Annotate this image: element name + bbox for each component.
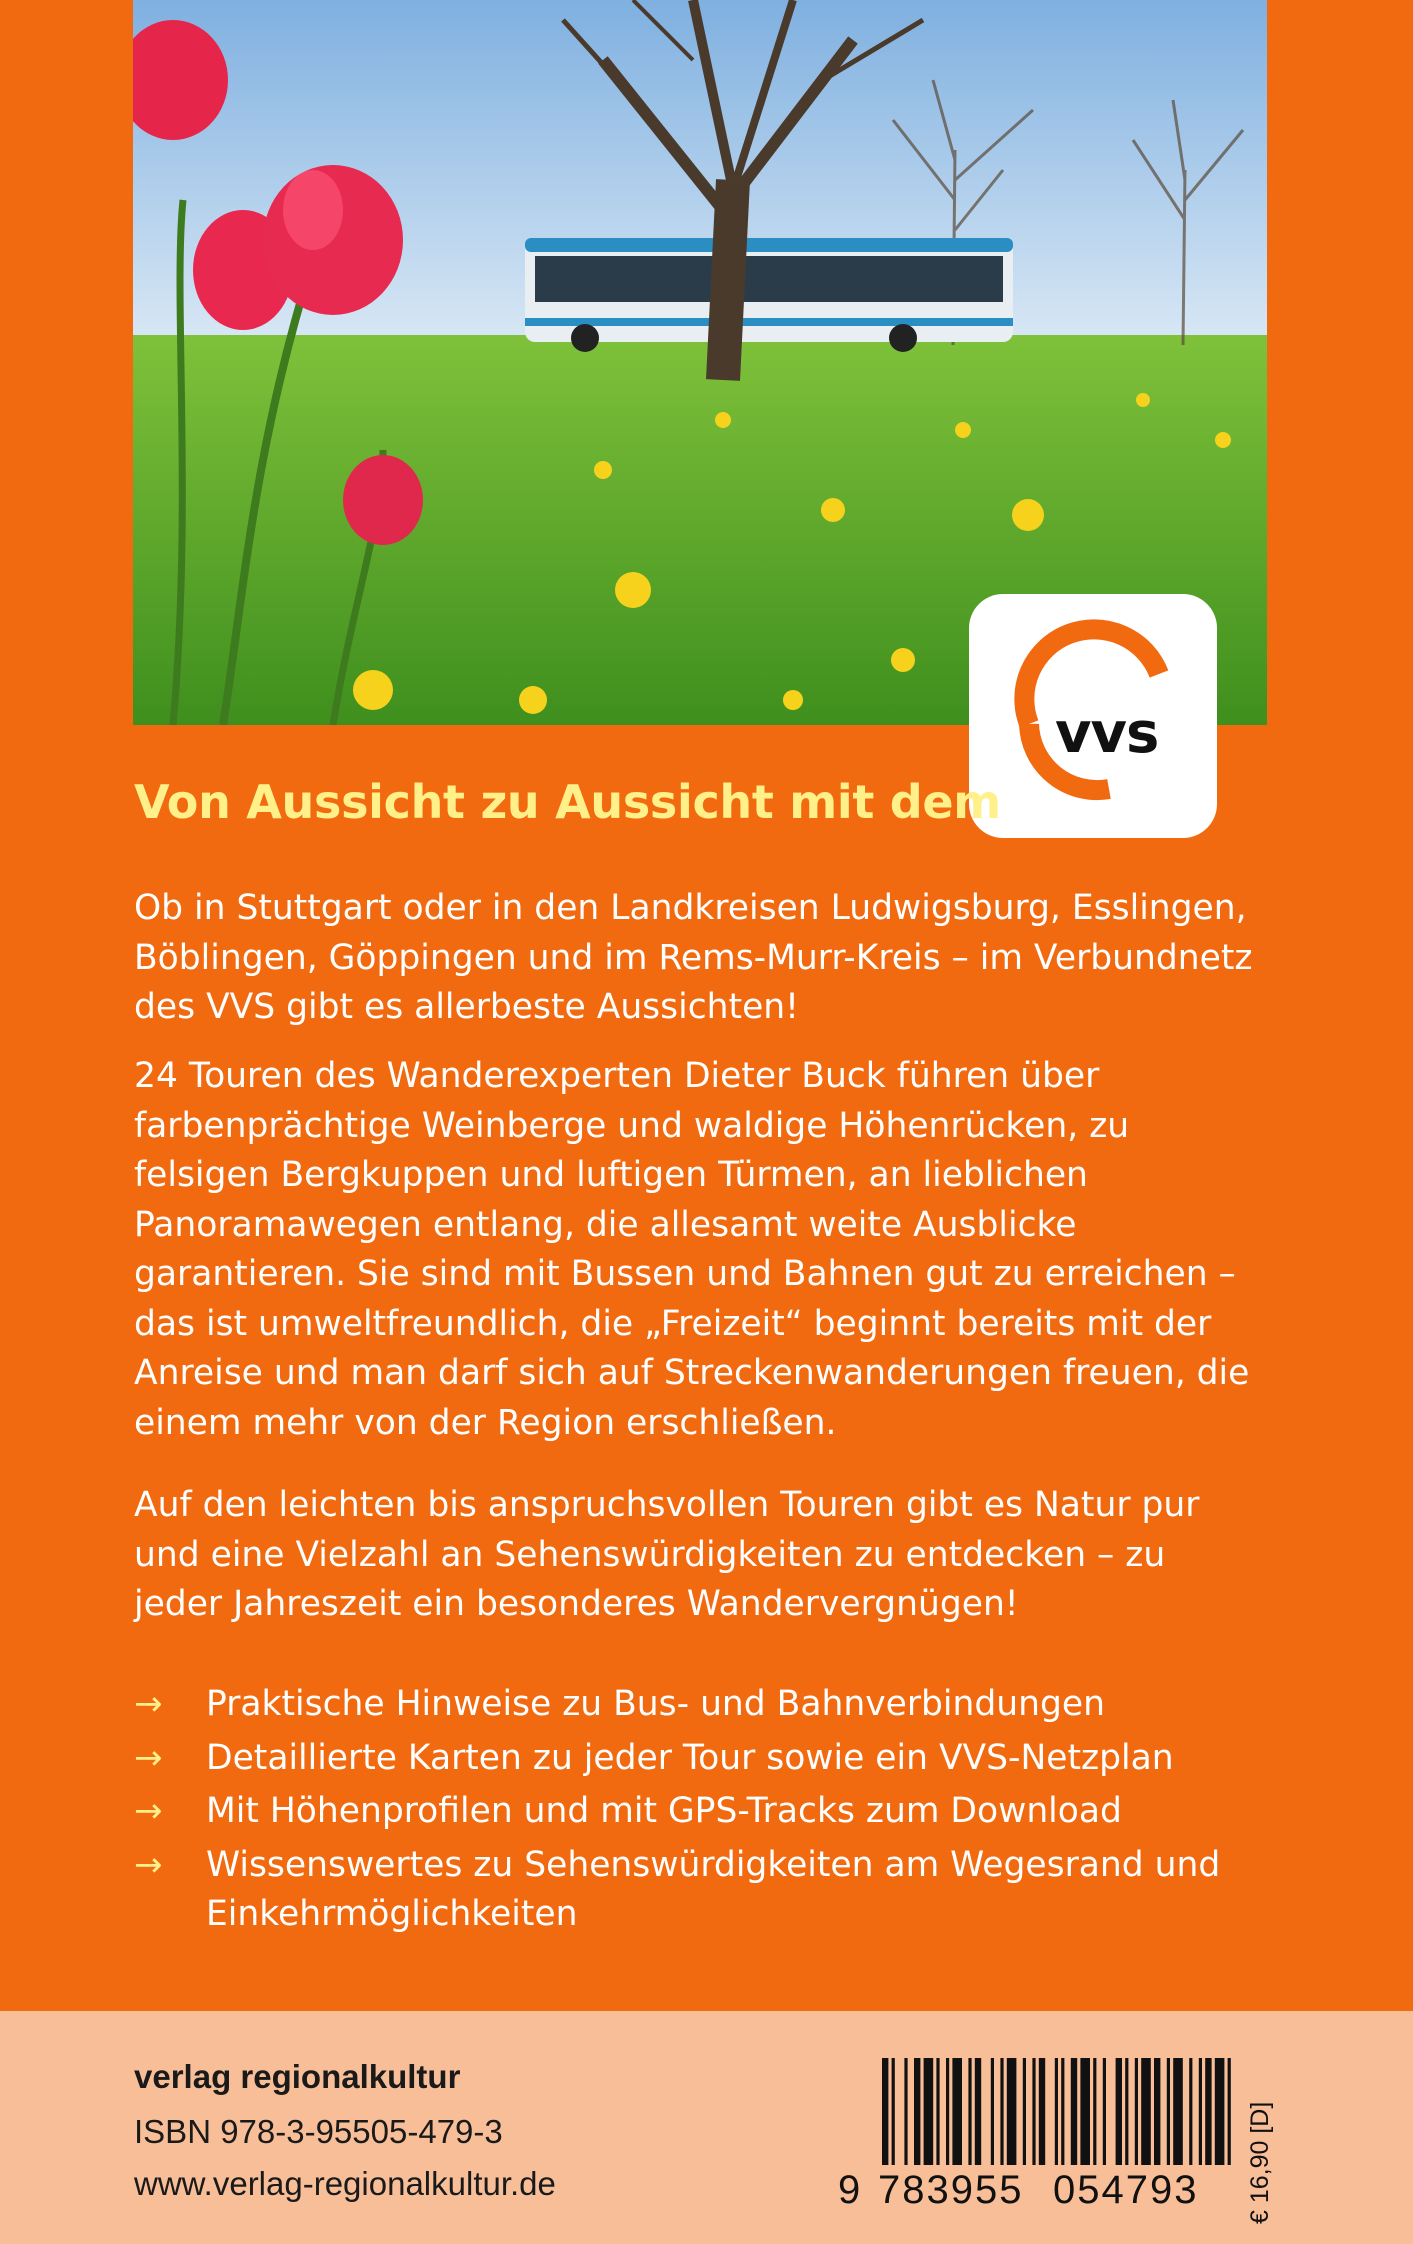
paragraph-nature: Auf den leichten bis anspruchsvollen Touren gibt es Natur pur und eine Vielzahl an Sehenswürdigkeiten zu entdecken – zu jeder Jahreszeit ein besonderes Wandervergnügen! <box>134 1485 1200 1624</box>
price-label <box>1243 2058 1273 2224</box>
barcode-right-group: 054793 <box>1053 2168 1199 2212</box>
vvs-logo <box>969 594 1217 838</box>
barcode-left-group: 783955 <box>878 2168 1024 2212</box>
list-item <box>134 1841 1264 1940</box>
arrow-right-icon: → <box>134 1844 163 1885</box>
bus-icon <box>525 238 1013 352</box>
price-text: € 16,90 [D] <box>1246 2101 1274 2224</box>
vvs-logo-text: vvs <box>1055 701 1159 766</box>
barcode-digits <box>838 2165 1233 2215</box>
publisher-name: verlag regionalkultur <box>134 2058 461 2095</box>
list-item <box>134 1787 1264 1837</box>
paragraph-tours: 24 Touren des Wanderexperten Dieter Buck führen über farbenprächtige Weinberge und waldige Höhenrücken, zu felsigen Bergkuppen und luftigen Türmen, an lieblichen Panoramawegen entlang, die allesamt weite Ausblicke garantieren. Sie sind mit Bussen und Bahnen gut zu erreichen – das ist umweltfreundlich, die „Freizeit“ beginnt bereits mit der Anreise und man darf sich auf Streckenwanderungen freuen, die einem mehr von der Region erschließen. <box>134 1056 1250 1443</box>
feature-text: Mit Höhenprofilen und mit GPS-Tracks zum Download <box>206 1791 1122 1831</box>
feature-text: Praktische Hinweise zu Bus- und Bahnverbindungen <box>206 1684 1106 1724</box>
feature-text: Wissenswertes zu Sehenswürdigkeiten am Wegesrand und Einkehrmöglichkeiten <box>206 1844 1221 1934</box>
arrow-right-icon: → <box>134 1737 163 1778</box>
feature-text: Detaillierte Karten zu jeder Tour sowie ein VVS-Netzplan <box>206 1737 1174 1778</box>
paragraph-intro: Ob in Stuttgart oder in den Landkreisen Ludwigsburg, Esslingen, Böblingen, Göppingen und im Rems-Murr-Kreis – im Verbundnetz des VVS gibt es allerbeste Aussichten! <box>134 888 1253 1027</box>
arrow-right-icon: → <box>134 1684 163 1724</box>
arrow-right-icon: → <box>134 1791 163 1831</box>
publisher-url[interactable]: www.verlag-regionalkultur.de <box>134 2165 556 2202</box>
list-item <box>134 1680 1264 1730</box>
barcode-first-digit: 9 <box>838 2168 861 2212</box>
isbn: ISBN 978-3-95505-479-3 <box>134 2113 503 2150</box>
headline: Von Aussicht zu Aussicht mit dem <box>134 775 1001 829</box>
feature-list <box>134 1680 1264 1944</box>
list-item <box>134 1734 1264 1784</box>
